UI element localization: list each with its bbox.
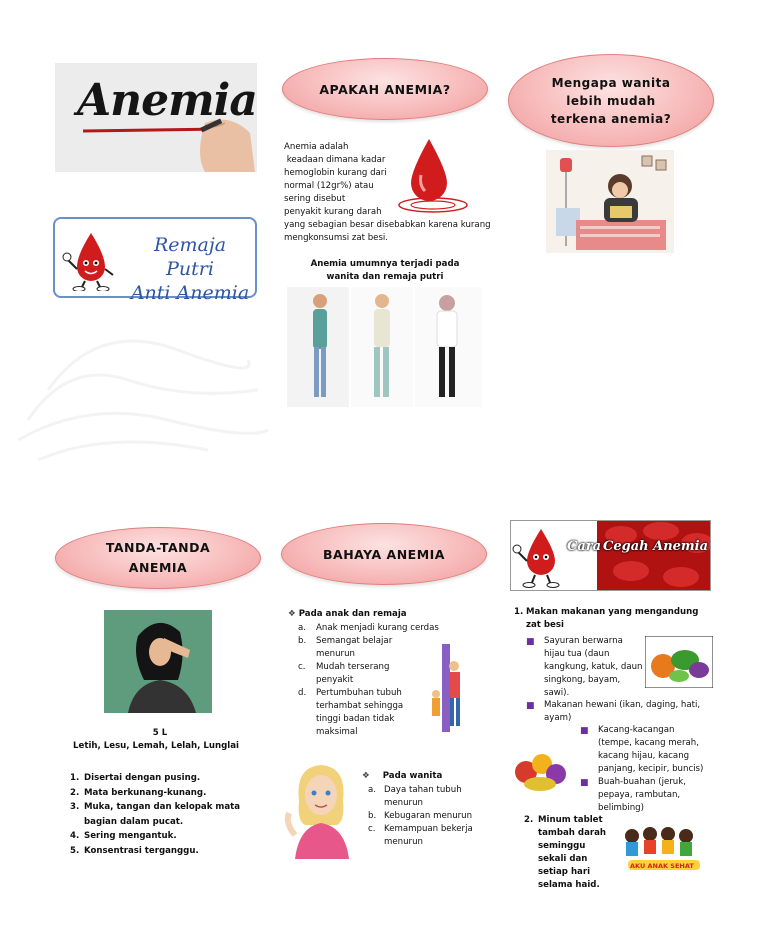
def-line-5: sering disebut (284, 194, 346, 204)
banner-cara: Cara (567, 539, 602, 554)
sub1-text: Sayuran berwarna hijau tua (daun kangkung, katuk, daun singkong, bayam, sawi). (544, 636, 643, 698)
sub2-text: Makanan hewani (ikan, daging, hati, ayam) (544, 700, 701, 723)
logo-line-1: Remaja Putri (153, 234, 227, 280)
cegah-sub-3 (580, 724, 710, 776)
cegah-sub-2 (526, 699, 706, 725)
wanita-head-text: Pada wanita (382, 771, 443, 781)
kids-caption: AKU ANAK SEHAT (630, 862, 694, 870)
remaja-putri-logo (53, 217, 257, 304)
women-figures-image (287, 287, 482, 407)
def-line-2: keadaan dimana kadar (284, 155, 386, 165)
item2-number: 2. (524, 815, 534, 825)
sick-woman-illustration (546, 150, 674, 253)
blood-drop-mascot-icon (61, 229, 121, 291)
logo-line-2: Anti Anemia (130, 282, 250, 304)
item2-text: Minum tablet tambah darah seminggu sekali dan setiap hari selama haid. (538, 815, 607, 890)
banner-title: Cegah Anemia (603, 539, 709, 554)
five-l-words: Letih, Lesu, Lemah, Lelah, Lunglai (73, 741, 239, 751)
def-line-4: normal (12gr%) atau (284, 181, 374, 191)
bahaya-wanita-head (362, 770, 442, 783)
list-item: a. Anak menjadi kurang cerdas (298, 623, 439, 633)
banner-graphics (511, 521, 711, 591)
blood-drop-icon (393, 135, 473, 215)
bullet-icon: ■ (580, 726, 589, 736)
list-item: 5. Konsentrasi terganggu. (70, 845, 199, 856)
anak-head-text: Pada anak dan remaja (298, 609, 407, 619)
caption-line-1: Anemia umumnya terjadi pada (310, 259, 460, 269)
list-item: d. Pertumbuhan tubuh terhambat sehingga tinggi badan tidak maksimal (298, 688, 404, 737)
mengapa-header (508, 54, 714, 147)
anemia-word: Anemia (77, 75, 257, 126)
list-item: 4. Sering mengantuk. (70, 831, 177, 841)
def-line-6: penyakit kurang darah (284, 207, 382, 217)
list-item: c. Kemampuan bekerja menurun (368, 824, 473, 847)
item1-number: 1. (514, 607, 524, 617)
bahaya-anak-list (298, 622, 438, 739)
faded-sketch-decoration (8, 300, 278, 470)
fruits-image (512, 742, 572, 796)
bahaya-anak-head (288, 608, 407, 621)
cegah-item-1 (514, 606, 710, 632)
cegah-sub-1 (526, 635, 644, 700)
def-line-7: yang sebagian besar disebabkan karena kurang (284, 220, 491, 230)
kids-measuring-image (428, 640, 468, 734)
def-line-1: Anemia adalah (284, 142, 349, 152)
list-item: 3. Muka, tangan dan kelopak mata bagian dalam pucat. (70, 802, 241, 827)
diamond-bullet-icon: ❖ (362, 771, 370, 781)
apakah-anemia-header (282, 58, 488, 120)
list-item: 1. Disertai dengan pusing. (70, 773, 201, 783)
bahaya-title: BAHAYA ANEMIA (323, 546, 445, 562)
list-item: b. Semangat belajar menurun (298, 636, 393, 659)
cegah-item-2 (524, 814, 616, 892)
diamond-bullet-icon: ❖ (288, 609, 296, 619)
list-item: c. Mudah terserang penyakit (298, 662, 390, 685)
bullet-icon: ■ (526, 701, 535, 711)
tanda-header (55, 527, 261, 589)
caption-line-2: wanita dan remaja putri (326, 272, 444, 282)
bahaya-header (281, 523, 487, 585)
apakah-title: APAKAH ANEMIA? (319, 81, 451, 97)
apakah-caption (290, 258, 480, 284)
def-line-8: mengkonsumsi zat besi. (284, 233, 389, 243)
bahaya-wanita-list (368, 784, 478, 849)
anemia-cover-image (55, 63, 257, 172)
tanda-title: TANDA-TANDA ANEMIA (105, 540, 211, 575)
vegetables-image (645, 636, 713, 688)
cegah-banner (510, 520, 711, 591)
apakah-def-long (284, 219, 494, 245)
list-item: a. Daya tahan tubuh menurun (368, 785, 462, 808)
mengapa-title: Mengapa wanita lebih mudah terkena anemia? (550, 75, 672, 126)
list-item: b. Kebugaran menurun (368, 811, 473, 821)
bullet-icon: ■ (526, 637, 535, 647)
sub3-text: Kacang-kacangan (tempe, kacang merah, kacang hijau, kacang panjang, kecipir, buncis) (598, 725, 704, 774)
tanda-list (70, 771, 260, 858)
headache-woman-image (104, 610, 212, 713)
five-l-label: 5 L (152, 728, 168, 738)
list-item: 2. Mata berkunang-kunang. (70, 787, 207, 798)
blonde-woman-illustration (281, 761, 361, 859)
cegah-sub-4 (580, 776, 696, 815)
bullet-icon: ■ (580, 778, 589, 788)
item1-text: Makan makanan yang mengandung zat besi (526, 607, 699, 630)
five-l-block (70, 727, 250, 753)
sub4-text: Buah-buahan (jeruk, pepaya, rambutan, belimbing) (598, 777, 686, 813)
def-line-3: hemoglobin kurang dari (284, 168, 387, 178)
